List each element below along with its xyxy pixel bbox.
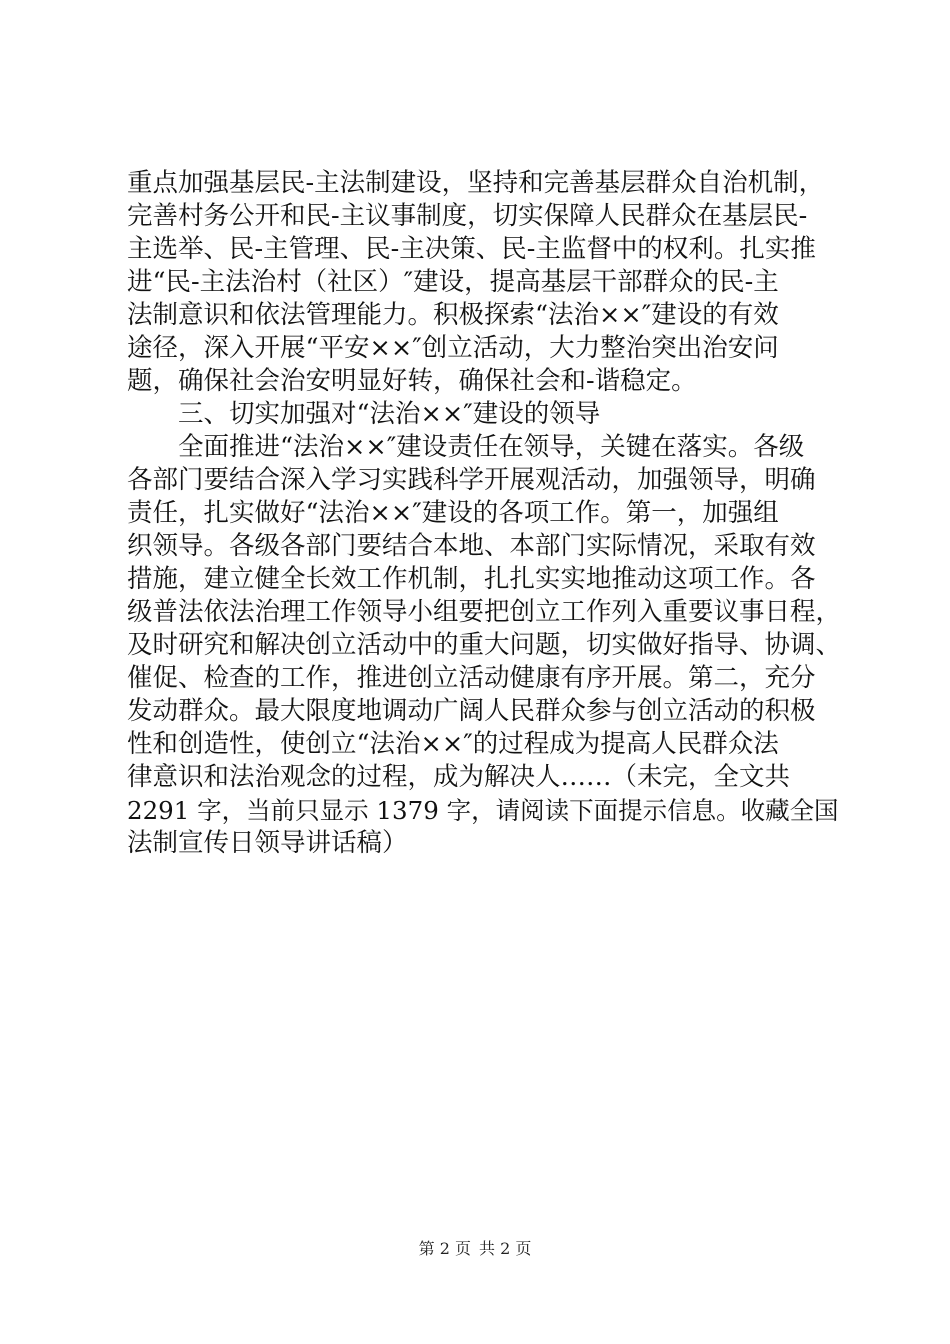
text-line: 途径，深入开展“平安××″创立活动，大力整治突出治安问 xyxy=(127,333,779,363)
text-line: 2291 字，当前只显示 1379 字，请阅读下面提示信息。收藏全国 xyxy=(127,796,839,825)
text-line: 催促、检查的工作，推进创立活动健康有序开展。第二，充分 xyxy=(127,663,816,693)
document-body xyxy=(127,167,842,860)
text-line: 法制意识和依法管理能力。积极探索“法治××″建设的有效 xyxy=(127,300,779,330)
text-line: 重点加强基层民-主法制建设，坚持和完善基层群众自治机制， xyxy=(127,168,825,198)
text-line: 责任，扎实做好“法治××″建设的各项工作。第一，加强组 xyxy=(127,498,779,528)
text-line: 律意识和法治观念的过程，成为解决人……（未完，全文共 xyxy=(127,762,791,792)
text-line: 完善村务公开和民-主议事制度，切实保障人民群众在基层民- xyxy=(127,201,808,231)
text-line: 织领导。各级各部门要结合本地、本部门实际情况，采取有效 xyxy=(127,531,816,561)
text-line: 各部门要结合深入学习实践科学开展观活动，加强领导，明确 xyxy=(127,465,816,495)
text-line: 及时研究和解决创立活动中的重大问题，切实做好指导、协调、 xyxy=(127,630,842,660)
text-line: 题，确保社会治安明显好转，确保社会和-谐稳定。 xyxy=(127,366,697,396)
section-heading: 三、切实加强对“法治××″建设的领导 xyxy=(127,399,601,429)
text-line: 措施，建立健全长效工作机制，扎扎实实地推动这项工作。各 xyxy=(127,564,816,594)
page-footer xyxy=(0,1239,950,1259)
text-line: 级普法依法治理工作领导小组要把创立工作列入重要议事日程， xyxy=(127,597,842,627)
text-line: 发动群众。最大限度地调动广阔人民群众参与创立活动的积极 xyxy=(127,696,816,726)
text-line: 主选举、民-主管理、民-主决策、民-主监督中的权利。扎实推 xyxy=(127,234,816,264)
text-line: 性和创造性，使创立“法治××″的过程成为提高人民群众法 xyxy=(127,729,779,759)
text-line: 全面推进“法治××″建设责任在领导，关键在落实。各级 xyxy=(127,432,805,462)
text-line: 进“民-主法治村（社区）″建设，提高基层干部群众的民-主 xyxy=(127,267,779,297)
page-number: 第 2 页 xyxy=(418,1239,471,1258)
text-line: 法制宣传日领导讲话稿） xyxy=(127,828,408,858)
page-total: 共 2 页 xyxy=(479,1239,532,1258)
